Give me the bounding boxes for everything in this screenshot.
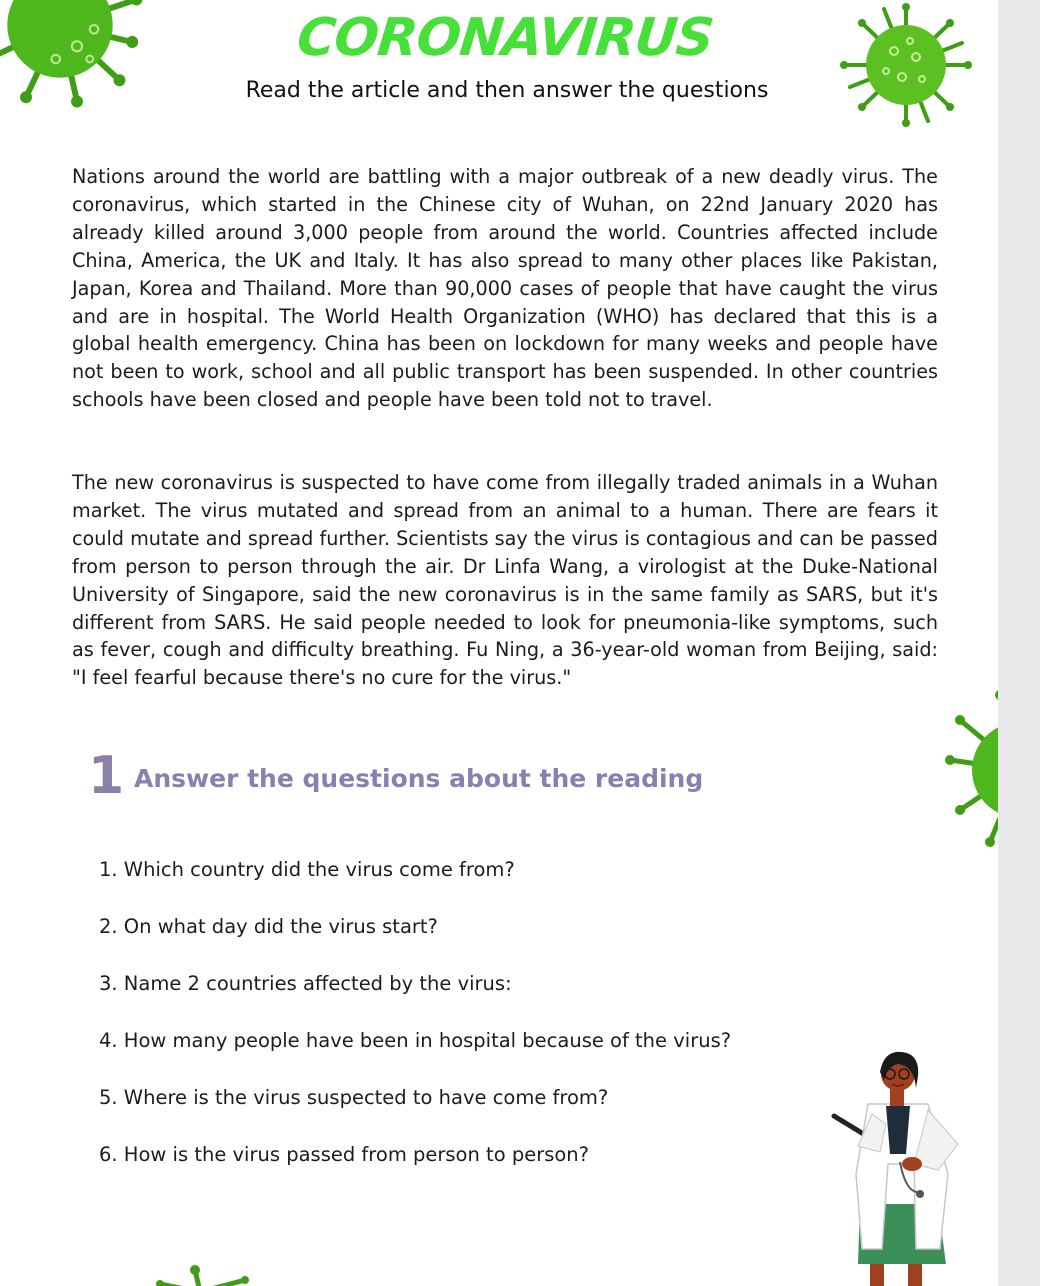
section-number: 1 bbox=[88, 746, 125, 806]
doctor-illustration bbox=[828, 1044, 978, 1286]
question-item: 5. Where is the virus suspected to have come from? bbox=[99, 1086, 609, 1109]
virus-icon bbox=[150, 1262, 270, 1286]
question-item: 2. On what day did the virus start? bbox=[99, 915, 438, 938]
section-title: Answer the questions about the reading bbox=[134, 764, 704, 793]
article-paragraph: The new coronavirus is suspected to have come from illegally traded animals in a Wuhan market. The virus mutated and spread from an animal to a human. There are fears it could mutate and spread further. Scientists say the virus is contagious and can be passed from person to person through the air. Dr Linfa Wang, a virologist at the Duke-National University of Singapore, said the new coronavirus is in the same family as SARS, but it's different from SARS. He said people needed to look for pneumonia-like symptoms, such as fever, cough and difficulty breathing. Fu Ning, a 36-year-old woman from Beijing, said: "I feel fearful because there's no cure for the virus." bbox=[72, 471, 938, 690]
question-item: 1. Which country did the virus come from? bbox=[99, 858, 515, 881]
article-paragraph: Nations around the world are battling with a major outbreak of a new deadly virus. The coronavirus, which started in the Chinese city of Wuhan, on 22nd January 2020 has already killed around 3,000 people from around the world. Countries affected include China, America, the UK and Italy. It has also spread to many other places like Pakistan, Japan, Korea and Thailand. More than 90,000 cases of people that have caught the virus and are in hospital. The World Health Organization (WHO) has declared that this is a global health emergency. China has been on lockdown for many weeks and people have not been to work, school and all public transport has been suspended. In other countries schools have been closed and people have been told not to travel. bbox=[72, 165, 938, 412]
question-item: 4. How many people have been in hospital because of the virus? bbox=[99, 1029, 732, 1052]
question-item: 3. Name 2 countries affected by the virus: bbox=[99, 972, 512, 995]
page-subtitle: Read the article and then answer the questions bbox=[245, 78, 769, 103]
page-title: CORONAVIRUS bbox=[294, 8, 716, 68]
virus-icon bbox=[930, 690, 998, 850]
question-item: 6. How is the virus passed from person to person? bbox=[99, 1143, 590, 1166]
